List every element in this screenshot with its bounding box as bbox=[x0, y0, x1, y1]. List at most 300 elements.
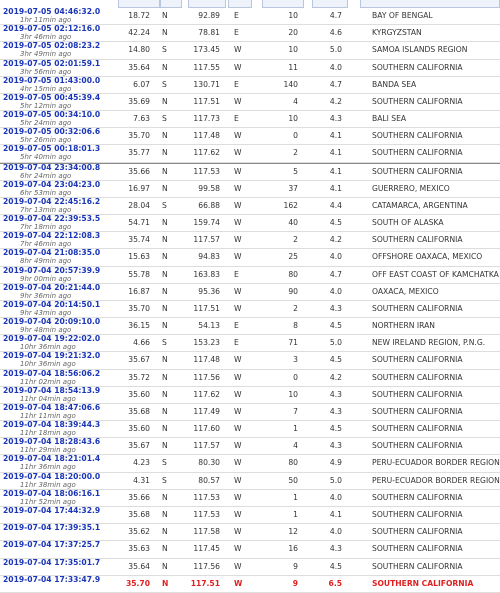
time-ago-label: 11hr 38min ago bbox=[20, 480, 76, 489]
time-ago-label: 1hr 11min ago bbox=[20, 16, 72, 24]
depth-cell: 12 bbox=[288, 527, 298, 537]
table-row[interactable] bbox=[0, 370, 500, 387]
latitude-direction-cell: N bbox=[162, 11, 168, 20]
longitude-cell: 80.57 bbox=[198, 475, 220, 485]
magnitude-cell: 5.0 bbox=[329, 338, 342, 348]
event-datetime-link[interactable]: 2019-07-05 00:18:01.3 bbox=[3, 144, 101, 154]
magnitude-cell: 4.2 bbox=[329, 96, 342, 106]
event-datetime-link[interactable]: 2019-07-05 02:08:23.2 bbox=[3, 41, 101, 51]
longitude-direction-cell: E bbox=[234, 28, 239, 38]
depth-cell: 9 bbox=[293, 561, 298, 571]
event-datetime-link[interactable]: 2019-07-04 23:34:00.8 bbox=[3, 162, 101, 172]
latitude-direction-cell: N bbox=[162, 166, 168, 176]
region-cell: PERU-ECUADOR BORDER REGION bbox=[372, 475, 500, 485]
latitude-cell: 14.80 bbox=[128, 45, 150, 55]
latitude-cell: 35.66 bbox=[128, 166, 150, 176]
longitude-direction-cell: W bbox=[234, 424, 242, 434]
longitude-direction-cell: W bbox=[234, 252, 242, 262]
depth-cell: 1 bbox=[293, 509, 298, 519]
longitude-direction-cell: W bbox=[234, 355, 242, 365]
latitude-cell: 35.67 bbox=[128, 355, 150, 365]
time-ago-label: 5hr 40min ago bbox=[20, 153, 72, 162]
longitude-direction-cell: W bbox=[234, 561, 242, 571]
table-row[interactable] bbox=[0, 198, 500, 215]
table-row[interactable] bbox=[0, 8, 500, 25]
event-datetime-link[interactable]: 2019-07-04 20:21:44.0 bbox=[3, 282, 101, 292]
longitude-cell: 95.36 bbox=[198, 286, 220, 296]
depth-cell: 0 bbox=[293, 372, 298, 382]
longitude-cell: 117.45 bbox=[193, 544, 220, 554]
event-datetime-link[interactable]: 2019-07-04 22:39:53.5 bbox=[3, 214, 101, 224]
region-cell: SOUTHERN CALIFORNIA bbox=[372, 509, 463, 519]
region-cell: SOUTHERN CALIFORNIA bbox=[372, 303, 463, 313]
event-datetime-link[interactable]: 2019-07-04 17:33:47.9 bbox=[3, 574, 101, 584]
event-datetime-link[interactable]: 2019-07-04 17:35:01.7 bbox=[3, 557, 101, 567]
longitude-direction-cell: W bbox=[234, 286, 242, 296]
table-row[interactable] bbox=[0, 111, 500, 128]
column-header-tab[interactable] bbox=[160, 0, 182, 8]
event-datetime-link[interactable]: 2019-07-04 18:20:00.0 bbox=[3, 471, 101, 481]
region-cell: SOUTHERN CALIFORNIA bbox=[372, 389, 463, 399]
magnitude-cell: 4.7 bbox=[329, 269, 342, 279]
latitude-cell: 7.63 bbox=[133, 114, 150, 124]
longitude-cell: 117.62 bbox=[193, 148, 220, 158]
table-row[interactable] bbox=[0, 145, 500, 162]
latitude-cell: 35.60 bbox=[128, 424, 150, 434]
longitude-cell: 117.62 bbox=[193, 389, 220, 399]
magnitude-cell: 4.0 bbox=[329, 492, 342, 502]
latitude-cell: 35.62 bbox=[128, 527, 150, 537]
table-row[interactable] bbox=[0, 335, 500, 352]
latitude-cell: 35.64 bbox=[128, 561, 150, 571]
table-row[interactable] bbox=[0, 25, 500, 42]
longitude-cell: 117.51 bbox=[193, 96, 220, 106]
longitude-cell: 117.53 bbox=[193, 492, 220, 502]
event-datetime-link[interactable]: 2019-07-04 18:56:06.2 bbox=[3, 368, 101, 378]
event-datetime-link[interactable]: 2019-07-04 22:45:16.2 bbox=[3, 196, 101, 206]
longitude-cell: 117.53 bbox=[193, 509, 220, 519]
magnitude-cell: 4.7 bbox=[329, 79, 342, 89]
column-header-tab[interactable] bbox=[360, 0, 500, 8]
latitude-cell: 35.70 bbox=[128, 303, 150, 313]
latitude-direction-cell: N bbox=[162, 527, 168, 537]
longitude-cell: 117.56 bbox=[193, 561, 220, 571]
longitude-direction-cell: W bbox=[234, 458, 242, 468]
region-cell: SAMOA ISLANDS REGION bbox=[372, 45, 468, 55]
time-ago-label: 11hr 18min ago bbox=[20, 429, 76, 438]
magnitude-cell: 4.5 bbox=[329, 561, 342, 571]
latitude-cell: 35.66 bbox=[128, 492, 150, 502]
event-datetime-link[interactable]: 2019-07-04 17:39:35.1 bbox=[3, 523, 101, 533]
region-cell: BALI SEA bbox=[372, 114, 407, 124]
longitude-direction-cell: W bbox=[234, 96, 242, 106]
earthquake-table bbox=[0, 8, 500, 593]
region-cell: OAXACA, MEXICO bbox=[372, 286, 439, 296]
table-row[interactable] bbox=[0, 249, 500, 266]
time-ago-label: 9hr 43min ago bbox=[20, 308, 72, 317]
region-cell: CATAMARCA, ARGENTINA bbox=[372, 200, 468, 210]
time-ago-label: 5hr 26min ago bbox=[20, 136, 72, 145]
table-row[interactable] bbox=[0, 232, 500, 249]
latitude-cell: 35.69 bbox=[128, 96, 150, 106]
latitude-direction-cell: N bbox=[162, 578, 169, 588]
time-ago-label: 8hr 49min ago bbox=[20, 257, 72, 266]
table-row[interactable] bbox=[0, 318, 500, 335]
time-ago-label: 5hr 24min ago bbox=[20, 119, 72, 128]
event-datetime-link[interactable]: 2019-07-04 22:12:08.3 bbox=[3, 231, 101, 241]
longitude-direction-cell: W bbox=[234, 235, 242, 245]
time-ago-label: 9hr 00min ago bbox=[20, 274, 72, 283]
longitude-cell: 130.71 bbox=[193, 79, 220, 89]
latitude-direction-cell: N bbox=[162, 561, 168, 571]
table-row[interactable] bbox=[0, 267, 500, 284]
time-ago-label: 3hr 49min ago bbox=[20, 50, 72, 59]
table-row[interactable] bbox=[0, 60, 500, 77]
longitude-direction-cell: E bbox=[234, 321, 239, 331]
table-row[interactable] bbox=[0, 42, 500, 59]
latitude-direction-cell: S bbox=[162, 338, 167, 348]
event-datetime-link[interactable]: 2019-07-05 00:34:10.0 bbox=[3, 110, 101, 120]
latitude-direction-cell: N bbox=[162, 389, 168, 399]
latitude-cell: 4.31 bbox=[133, 475, 150, 485]
table-row[interactable] bbox=[0, 181, 500, 198]
latitude-direction-cell: N bbox=[162, 131, 168, 141]
table-row[interactable] bbox=[0, 387, 500, 404]
event-datetime-link[interactable]: 2019-07-04 21:08:35.0 bbox=[3, 248, 101, 258]
latitude-cell: 16.87 bbox=[128, 286, 150, 296]
longitude-direction-cell: W bbox=[234, 372, 242, 382]
longitude-cell: 117.55 bbox=[193, 62, 220, 72]
longitude-direction-cell: W bbox=[234, 200, 242, 210]
longitude-direction-cell: W bbox=[234, 475, 242, 485]
event-datetime-link[interactable]: 2019-07-04 18:47:06.6 bbox=[3, 402, 101, 412]
region-cell: SOUTHERN CALIFORNIA bbox=[372, 406, 463, 416]
event-datetime-link[interactable]: 2019-07-05 00:45:39.4 bbox=[3, 92, 101, 102]
column-header-tab[interactable] bbox=[312, 0, 348, 8]
column-header-tab[interactable] bbox=[262, 0, 304, 8]
latitude-direction-cell: S bbox=[162, 45, 167, 55]
latitude-cell: 35.72 bbox=[128, 372, 150, 382]
latitude-direction-cell: N bbox=[162, 509, 168, 519]
magnitude-cell: 4.3 bbox=[329, 406, 342, 416]
table-row[interactable] bbox=[0, 473, 500, 490]
latitude-cell: 35.70 bbox=[125, 578, 150, 588]
latitude-direction-cell: N bbox=[162, 235, 168, 245]
longitude-cell: 117.49 bbox=[193, 406, 220, 416]
region-cell: BAY OF BENGAL bbox=[372, 11, 433, 20]
region-cell: KYRGYZSTAN bbox=[372, 28, 422, 38]
time-ago-label: 9hr 48min ago bbox=[20, 326, 72, 335]
latitude-direction-cell: N bbox=[162, 321, 168, 331]
longitude-cell: 153.23 bbox=[193, 338, 220, 348]
depth-cell: 9 bbox=[292, 578, 298, 588]
magnitude-cell: 4.5 bbox=[329, 218, 342, 228]
region-cell: SOUTHERN CALIFORNIA bbox=[372, 166, 463, 176]
latitude-direction-cell: S bbox=[162, 114, 167, 124]
depth-cell: 2 bbox=[293, 235, 298, 245]
longitude-cell: 117.56 bbox=[193, 372, 220, 382]
time-ago-label: 3hr 56min ago bbox=[20, 67, 72, 76]
longitude-cell: 117.48 bbox=[193, 131, 220, 141]
depth-cell: 10 bbox=[288, 11, 298, 20]
longitude-direction-cell: W bbox=[234, 527, 242, 537]
table-row[interactable] bbox=[0, 576, 500, 593]
time-ago-label: 11hr 52min ago bbox=[20, 497, 76, 506]
latitude-direction-cell: N bbox=[162, 355, 168, 365]
table-row[interactable] bbox=[0, 438, 500, 455]
magnitude-cell: 5.0 bbox=[329, 45, 342, 55]
magnitude-cell: 4.0 bbox=[329, 252, 342, 262]
latitude-cell: 42.24 bbox=[128, 28, 150, 38]
latitude-direction-cell: N bbox=[162, 148, 168, 158]
magnitude-cell: 4.1 bbox=[329, 183, 342, 193]
depth-cell: 71 bbox=[288, 338, 298, 348]
latitude-direction-cell: N bbox=[162, 252, 168, 262]
magnitude-cell: 4.1 bbox=[329, 148, 342, 158]
magnitude-cell: 4.5 bbox=[329, 424, 342, 434]
region-cell: SOUTHERN CALIFORNIA bbox=[372, 441, 463, 451]
event-datetime-link[interactable]: 2019-07-04 17:44:32.9 bbox=[3, 505, 101, 515]
longitude-cell: 117.51 bbox=[193, 303, 220, 313]
region-cell: SOUTHERN CALIFORNIA bbox=[372, 62, 463, 72]
depth-cell: 7 bbox=[293, 406, 298, 416]
table-row[interactable] bbox=[0, 541, 500, 558]
magnitude-cell: 4.1 bbox=[329, 509, 342, 519]
table-row[interactable] bbox=[0, 490, 500, 507]
latitude-cell: 4.23 bbox=[133, 458, 150, 468]
event-datetime-link[interactable]: 2019-07-04 18:54:13.9 bbox=[3, 385, 101, 395]
table-row[interactable] bbox=[0, 421, 500, 438]
table-row[interactable] bbox=[0, 507, 500, 524]
table-row[interactable] bbox=[0, 77, 500, 94]
event-datetime-link[interactable]: 2019-07-04 20:57:39.9 bbox=[3, 265, 101, 275]
longitude-direction-cell: E bbox=[234, 114, 239, 124]
magnitude-cell: 4.9 bbox=[329, 458, 342, 468]
magnitude-cell: 4.3 bbox=[329, 114, 342, 124]
depth-cell: 5 bbox=[293, 166, 298, 176]
longitude-cell: 117.58 bbox=[193, 527, 220, 537]
latitude-direction-cell: N bbox=[162, 303, 168, 313]
time-ago-label: 6hr 24min ago bbox=[20, 171, 72, 180]
latitude-cell: 28.04 bbox=[128, 200, 150, 210]
time-ago-label: 7hr 13min ago bbox=[20, 205, 72, 214]
table-row[interactable] bbox=[0, 455, 500, 472]
longitude-cell: 117.53 bbox=[193, 166, 220, 176]
event-datetime-link[interactable]: 2019-07-04 20:09:10.0 bbox=[3, 317, 101, 327]
time-ago-label: 7hr 18min ago bbox=[20, 223, 72, 232]
magnitude-cell: 4.0 bbox=[329, 62, 342, 72]
depth-cell: 11 bbox=[288, 62, 298, 72]
longitude-direction-cell: E bbox=[234, 79, 239, 89]
column-header-tab[interactable] bbox=[228, 0, 252, 8]
latitude-cell: 16.97 bbox=[128, 183, 150, 193]
depth-cell: 25 bbox=[288, 252, 298, 262]
latitude-direction-cell: S bbox=[162, 458, 167, 468]
longitude-direction-cell: W bbox=[234, 303, 242, 313]
region-cell: GUERRERO, MEXICO bbox=[372, 183, 450, 193]
time-ago-label: 11hr 29min ago bbox=[20, 446, 76, 455]
depth-cell: 8 bbox=[293, 321, 298, 331]
event-datetime-link[interactable]: 2019-07-04 19:21:32.0 bbox=[3, 351, 101, 361]
longitude-cell: 117.51 bbox=[190, 578, 220, 588]
latitude-cell: 35.64 bbox=[128, 62, 150, 72]
event-datetime-link[interactable]: 2019-07-05 02:01:59.1 bbox=[3, 58, 101, 68]
event-datetime-link[interactable]: 2019-07-04 19:22:02.0 bbox=[3, 334, 101, 344]
longitude-direction-cell: W bbox=[234, 509, 242, 519]
latitude-direction-cell: N bbox=[162, 544, 168, 554]
latitude-cell: 35.60 bbox=[128, 389, 150, 399]
time-ago-label: 11hr 36min ago bbox=[20, 463, 76, 472]
table-row[interactable] bbox=[0, 404, 500, 421]
latitude-direction-cell: S bbox=[162, 200, 167, 210]
table-row[interactable] bbox=[0, 559, 500, 576]
event-datetime-link[interactable]: 2019-07-04 18:39:44.3 bbox=[3, 420, 101, 430]
longitude-cell: 99.58 bbox=[198, 183, 220, 193]
region-cell: SOUTHERN CALIFORNIA bbox=[372, 235, 463, 245]
time-ago-label: 10hr 36min ago bbox=[20, 360, 76, 369]
region-cell: PERU-ECUADOR BORDER REGION bbox=[372, 458, 500, 468]
depth-cell: 50 bbox=[288, 475, 298, 485]
longitude-direction-cell: W bbox=[234, 148, 242, 158]
latitude-direction-cell: S bbox=[162, 475, 167, 485]
latitude-direction-cell: N bbox=[162, 406, 168, 416]
region-cell: NORTHERN IRAN bbox=[372, 321, 435, 331]
latitude-cell: 35.68 bbox=[128, 406, 150, 416]
table-row[interactable] bbox=[0, 215, 500, 232]
column-header-tab[interactable] bbox=[118, 0, 160, 8]
time-ago-label: 4hr 15min ago bbox=[20, 84, 72, 93]
magnitude-cell: 5.0 bbox=[329, 475, 342, 485]
event-datetime-link[interactable]: 2019-07-04 23:04:23.0 bbox=[3, 179, 101, 189]
event-datetime-link[interactable]: 2019-07-05 01:43:00.0 bbox=[3, 75, 101, 85]
depth-cell: 16 bbox=[288, 544, 298, 554]
event-datetime-link[interactable]: 2019-07-04 18:28:43.6 bbox=[3, 437, 101, 447]
region-cell: SOUTHERN CALIFORNIA bbox=[372, 492, 463, 502]
table-row[interactable] bbox=[0, 163, 500, 181]
longitude-cell: 80.30 bbox=[198, 458, 220, 468]
table-row[interactable] bbox=[0, 128, 500, 145]
magnitude-cell: 4.3 bbox=[329, 389, 342, 399]
magnitude-cell: 4.2 bbox=[329, 235, 342, 245]
table-row[interactable] bbox=[0, 352, 500, 369]
latitude-cell: 35.77 bbox=[128, 148, 150, 158]
time-ago-label: 11hr 11min ago bbox=[20, 411, 76, 420]
depth-cell: 10 bbox=[288, 114, 298, 124]
event-datetime-link[interactable]: 2019-07-04 18:21:01.4 bbox=[3, 454, 101, 464]
magnitude-cell: 4.3 bbox=[329, 544, 342, 554]
depth-cell: 4 bbox=[293, 441, 298, 451]
depth-cell: 37 bbox=[288, 183, 298, 193]
latitude-cell: 35.70 bbox=[128, 131, 150, 141]
magnitude-cell: 4.4 bbox=[329, 200, 342, 210]
longitude-direction-cell: W bbox=[234, 166, 242, 176]
depth-cell: 2 bbox=[293, 303, 298, 313]
magnitude-cell: 4.6 bbox=[329, 28, 342, 38]
event-datetime-link[interactable]: 2019-07-05 02:12:16.0 bbox=[3, 24, 101, 34]
magnitude-cell: 4.3 bbox=[329, 441, 342, 451]
latitude-cell: 18.72 bbox=[128, 11, 150, 20]
latitude-direction-cell: N bbox=[162, 96, 168, 106]
event-datetime-link[interactable]: 2019-07-05 00:32:06.6 bbox=[3, 127, 101, 137]
depth-cell: 10 bbox=[288, 45, 298, 55]
event-datetime-link[interactable]: 2019-07-04 20:14:50.1 bbox=[3, 299, 101, 309]
magnitude-cell: 4.0 bbox=[329, 286, 342, 296]
latitude-direction-cell: S bbox=[162, 79, 167, 89]
depth-cell: 1 bbox=[293, 492, 298, 502]
depth-cell: 90 bbox=[288, 286, 298, 296]
table-row[interactable] bbox=[0, 524, 500, 541]
event-datetime-link[interactable]: 2019-07-05 04:46:32.0 bbox=[3, 7, 101, 16]
depth-cell: 10 bbox=[288, 389, 298, 399]
latitude-direction-cell: N bbox=[162, 441, 168, 451]
region-cell: NEW IRELAND REGION, P.N.G. bbox=[372, 338, 486, 348]
magnitude-cell: 4.0 bbox=[329, 527, 342, 537]
longitude-cell: 159.74 bbox=[193, 218, 220, 228]
depth-cell: 40 bbox=[288, 218, 298, 228]
magnitude-cell: 4.5 bbox=[329, 355, 342, 365]
longitude-cell: 54.13 bbox=[198, 321, 220, 331]
depth-cell: 1 bbox=[293, 424, 298, 434]
depth-cell: 0 bbox=[293, 131, 298, 141]
latitude-direction-cell: N bbox=[162, 286, 168, 296]
latitude-cell: 35.67 bbox=[128, 441, 150, 451]
region-cell: SOUTHERN CALIFORNIA bbox=[372, 372, 463, 382]
region-cell: SOUTHERN CALIFORNIA bbox=[372, 527, 463, 537]
time-ago-label: 10hr 36min ago bbox=[20, 343, 76, 352]
magnitude-cell: 6.5 bbox=[328, 578, 342, 588]
longitude-direction-cell: W bbox=[234, 406, 242, 416]
latitude-direction-cell: N bbox=[162, 372, 168, 382]
table-row[interactable] bbox=[0, 94, 500, 111]
latitude-cell: 55.78 bbox=[128, 269, 150, 279]
depth-cell: 162 bbox=[283, 200, 298, 210]
latitude-cell: 6.07 bbox=[133, 79, 150, 89]
region-cell: OFFSHORE OAXACA, MEXICO bbox=[372, 252, 483, 262]
latitude-direction-cell: N bbox=[162, 492, 168, 502]
longitude-cell: 94.83 bbox=[198, 252, 220, 262]
region-cell: SOUTHERN CALIFORNIA bbox=[372, 561, 463, 571]
time-ago-label: 5hr 12min ago bbox=[20, 101, 72, 110]
magnitude-cell: 4.5 bbox=[329, 321, 342, 331]
event-datetime-link[interactable]: 2019-07-04 17:37:25.7 bbox=[3, 540, 101, 550]
time-ago-label: 3hr 46min ago bbox=[20, 33, 72, 42]
region-cell: SOUTHERN CALIFORNIA bbox=[372, 355, 463, 365]
longitude-direction-cell: W bbox=[234, 389, 242, 399]
longitude-direction-cell: W bbox=[234, 544, 242, 554]
region-cell: SOUTH OF ALASKA bbox=[372, 218, 444, 228]
depth-cell: 140 bbox=[283, 79, 298, 89]
region-cell: SOUTHERN CALIFORNIA bbox=[372, 131, 463, 141]
magnitude-cell: 4.3 bbox=[329, 303, 342, 313]
longitude-direction-cell: E bbox=[234, 11, 239, 20]
table-row[interactable] bbox=[0, 301, 500, 318]
longitude-cell: 66.88 bbox=[198, 200, 220, 210]
table-row[interactable] bbox=[0, 284, 500, 301]
latitude-direction-cell: N bbox=[162, 183, 168, 193]
latitude-direction-cell: N bbox=[162, 218, 168, 228]
time-ago-label: 6hr 53min ago bbox=[20, 188, 72, 197]
longitude-direction-cell: W bbox=[234, 218, 242, 228]
depth-cell: 80 bbox=[288, 458, 298, 468]
magnitude-cell: 4.2 bbox=[329, 372, 342, 382]
longitude-direction-cell: W bbox=[234, 45, 242, 55]
latitude-cell: 54.71 bbox=[128, 218, 150, 228]
depth-cell: 20 bbox=[288, 28, 298, 38]
longitude-cell: 163.83 bbox=[193, 269, 220, 279]
event-datetime-link[interactable]: 2019-07-04 18:06:16.1 bbox=[3, 488, 101, 498]
column-header-tab[interactable] bbox=[188, 0, 226, 8]
longitude-direction-cell: W bbox=[234, 183, 242, 193]
